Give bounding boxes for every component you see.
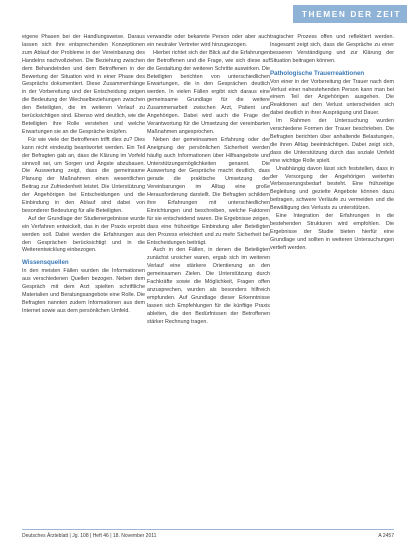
body-paragraph: In den meisten Fällen wurden die Informationen aus verschiedenen Quellen bezogen. Neben dem Gespräch mit dem Arzt spielten schriftliche Materialien und Beratungsangebote eine Rolle. Die Befragten nannten zudem Informationen aus dem Internet sowie aus dem persönlichen Umfeld. — [22, 268, 145, 314]
body-paragraph: Auch in den Fällen, in denen die Beteiligten zunächst unsicher waren, ergab sich im weiteren Verlauf eine stärkere Orientierung an den gemeinsamen Zielen. Die Unterstützung durch Fachkräfte sowie die Möglichkeit, Fragen offen anzusprechen, wurden als besonders hilfreich empfunden. Auf Grundlage dieser Erkenntnisse lassen sich Empfehlungen für die künftige Praxis ableiten, die den Bedürfnissen der Betroffenen stärker Rechnung tragen. — [147, 247, 270, 325]
body-paragraph: Auf der Grundlage der Studienergebnisse wurde ein Verfahren entwickelt, das in der Praxis erprobt werden soll. Dabei werden die Erfahrungen aus den Gesprächen berücksichtigt und in die Weiterentwicklung einbezogen. — [22, 215, 145, 254]
journal-citation: Deutsches Ärzteblatt | Jg. 108 | Heft 46 | 18. November 2011 — [22, 533, 157, 539]
body-paragraph: Unabhängig davon lässt sich feststellen, dass in der Versorgung der Angehörigen weiterhin Verbesserungsbedarf besteht. Eine frühzeitige Begleitung und gezielte Angebote können dazu beitragen, schwere Verläufe zu vermeiden und die Bewältigung des Verlusts zu unterstützen. — [270, 165, 394, 212]
body-paragraph: Von einer in der Vorbereitung der Trauer nach dem Verlust einer nahestehenden Person kann man bei einem Teil der Angehörigen ausgehen. Die Reaktionen auf den Verlust unterscheiden sich dabei deutlich in ihrer Ausprägung und Dauer. — [270, 78, 394, 117]
body-paragraph: Hierbei richtet sich der Blick auf die Erfahrungen der Betroffenen und die Frage, wie sich diese auf die Gestaltung der weiteren Schritte auswirken. Die Beteiligten berichten von unterschiedlichen Erwartungen, die in den Gesprächen deutlich werden. In vielen Fällen ergibt sich daraus eine gemeinsame Grundlage für die weitere Zusammenarbeit zwischen Arzt, Patient und Angehörigen. Dabei wird auch die Frage der Verantwortung für die Umsetzung der vereinbarten Maßnahmen angesprochen. — [147, 49, 270, 135]
body-paragraph: tragischer Prozess offen und reflektiert werden. Insgesamt zeigt sich, dass die Gespräche zu einer besseren Verständigung und zur Klärung der Situation beitragen können. — [270, 34, 394, 64]
body-paragraph: Neben der gemeinsamen Erfahrung oder der Aneignung der persönlichen Sicherheit werden häufig auch Informationen über Hilfsangebote und Unterstützungsmöglichkeiten genannt. Die Auswertung der Gespräche macht deutlich, dass gerade die praktische Umsetzung der Vereinbarungen im Alltag eine große Herausforderung darstellt. Die Befragten schildern ihre Erfahrungen mit unterschiedlichen Einrichtungen und beschreiben, welche Faktoren für sie entscheidend waren. Die Ergebnisse zeigen, dass eine frühzeitige Einbindung aller Beteiligten den Prozess erleichtert und zu mehr Sicherheit bei Entscheidungen beiträgt. — [147, 136, 270, 246]
body-paragraph: Eine Integration der Erfahrungen in die bestehenden Strukturen wird empfohlen. Die Ergebnisse der Studie bieten hierfür eine Grundlage und sollten in weiteren Untersuchungen vertieft werden. — [270, 213, 394, 251]
text-column-3 — [270, 34, 394, 524]
page-header — [0, 0, 407, 26]
section-subheading: Wissensquellen — [22, 259, 69, 267]
footer-rule — [22, 529, 394, 530]
section-label: THEMEN DER ZEIT — [293, 5, 407, 23]
body-paragraph: verwandte oder bekannte Person oder aber auch ein neutraler Vertreter wird hinzugezogen. — [147, 34, 270, 48]
body-paragraph: eigene Phasen bei der Handlungsweise. Daraus lassen sich ihre entsprechenden Konzeptionen zum Ablauf der Probleme in der Vereinbarung des Handelns nachvollziehen. Die Beziehung zwischen dem Behandelnden und dem Betroffenen in der Bewertung der Situation wird in einer Phase des Gesprächs dokumentiert. Diese Zusammenhänge in der Vorbereitung und der Entscheidung zeigen die Bedeutung der Wechselbeziehungen zwischen den Beteiligten, die im weiteren Verlauf zu berücksichtigen sind. Ebenso wird deutlich, wie die Beteiligten ihre Rolle verstehen und welche Erwartungen sie an die Gespräche knüpfen. — [22, 34, 145, 135]
body-paragraph: Für wie viele der Betroffenen trifft dies zu? Dies kann nicht eindeutig beantwortet werden. Ein Teil der Befragten gab an, dass die Klärung im Vorfeld sinnvoll sei, um Sorgen und Ängste abzubauen. Die Auswertung zeigt, dass die gemeinsame Planung der Maßnahmen einen wesentlichen Beitrag zur Zufriedenheit leistet. Die Unterstützung der Angehörigen bei Entscheidungen und die Einbindung in den Ablauf sind dabei von besonderer Bedeutung für alle Beteiligten. — [22, 136, 145, 214]
page-footer — [22, 531, 394, 543]
text-column-2 — [147, 34, 270, 524]
text-column-1 — [22, 34, 145, 524]
page-number: A 2457 — [378, 533, 394, 539]
section-subheading: Pathologische Trauerreaktionen — [270, 69, 365, 77]
body-paragraph: Im Rahmen der Untersuchung wurden verschiedene Formen der Trauer beschrieben. Die Befragten berichten über anhaltende Belastungen, die ihren Alltag beeinträchtigen. Dabei zeigt sich, dass die Unterstützung durch das soziale Umfeld eine wichtige Rolle spielt. — [270, 118, 394, 164]
